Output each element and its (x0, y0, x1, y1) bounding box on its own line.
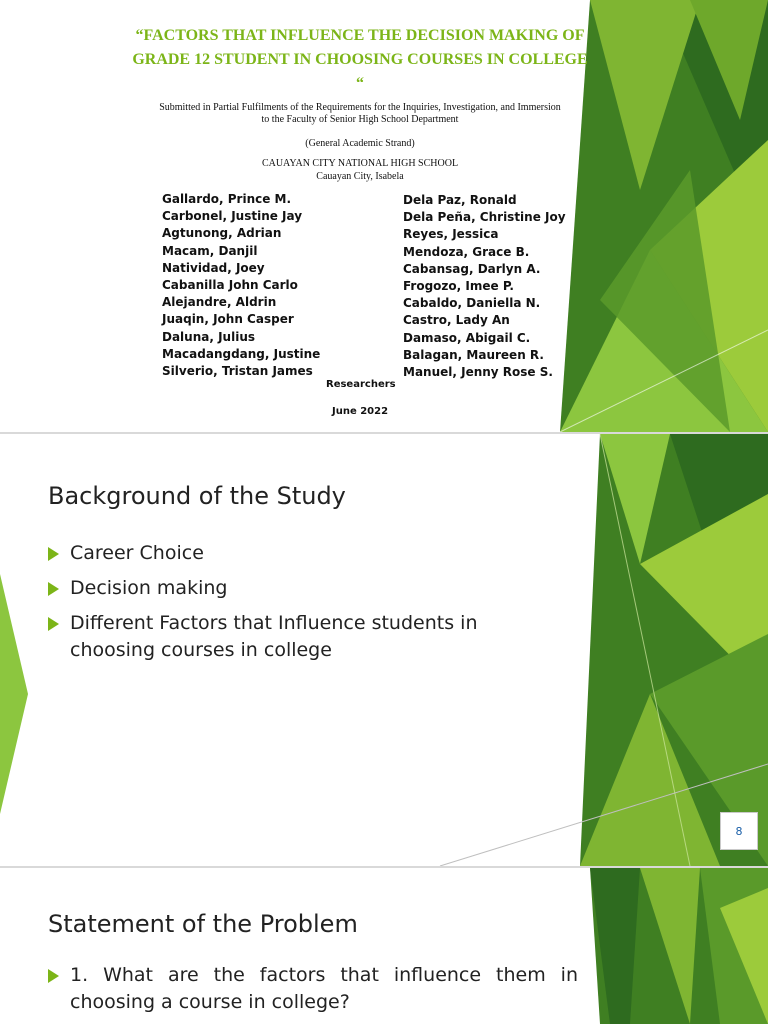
title-slide (0, 0, 768, 432)
school-name: CAUAYAN CITY NATIONAL HIGH SCHOOL (261, 158, 459, 169)
background-slide (0, 434, 768, 866)
bullet-list (48, 962, 578, 1024)
slide-heading: Statement of the Problem (48, 910, 358, 938)
researcher-name: Gallardo, Prince M. (162, 192, 292, 206)
researcher-name: Mendoza, Grace B. (403, 244, 530, 259)
researcher-name: Dela Peña, Christine Joy (403, 210, 566, 225)
researcher-name: Agtunong, Adrian (162, 226, 282, 241)
problem-slide (0, 868, 768, 1024)
submission-line-1: Submitted in Partial Fulfilments of the Requirements for the Inquiries, Investigation, and Immersion (159, 102, 561, 113)
researcher-name: Macam, Danjil (162, 243, 258, 258)
researcher-name: Balagan, Maureen R. (403, 347, 544, 362)
bullet-arrow-icon (48, 969, 59, 983)
researcher-name: Carbonel, Justine Jay (162, 209, 303, 224)
slide-heading: Background of the Study (48, 482, 346, 510)
researcher-name: Damaso, Abigail C. (403, 330, 531, 345)
strand-label: (General Academic Strand) (305, 138, 415, 149)
researcher-list-right (403, 192, 566, 381)
researcher-name: Daluna, Julius (162, 329, 256, 344)
thesis-title: “FACTORS THAT INFLUENCE THE DECISION MAKING OF GRADE 12 STUDENT IN CHOOSING COURSES IN COLLEGE “ (132, 27, 588, 92)
bullet-item: Career Choice (48, 540, 518, 567)
bullet-list (48, 540, 518, 672)
researcher-name: Cabanilla John Carlo (162, 278, 298, 293)
bullet-arrow-icon (48, 547, 59, 561)
school-location: Cauayan City, Isabela (316, 171, 404, 182)
researcher-name: Reyes, Jessica (403, 227, 499, 242)
submission-date: June 2022 (332, 406, 389, 417)
bullet-arrow-icon (48, 617, 59, 631)
researcher-list-left (162, 191, 320, 380)
researcher-name: Manuel, Jenny Rose S. (403, 365, 553, 380)
submission-line-2: to the Faculty of Senior High School Department (261, 114, 459, 125)
researcher-name: Macadangdang, Justine (162, 346, 321, 361)
researcher-name: Alejandre, Aldrin (162, 295, 277, 310)
bullet-item: Different Factors that Influence students in choosing courses in college (48, 610, 518, 664)
researcher-name: Cabaldo, Daniella N. (403, 296, 541, 311)
researcher-name: Natividad, Joey (162, 260, 265, 275)
page-number-badge: 8 (720, 812, 758, 850)
researcher-name: Cabansag, Darlyn A. (403, 261, 541, 276)
researchers-label: Researchers (326, 379, 396, 390)
bullet-item: Decision making (48, 575, 518, 602)
researcher-name: Dela Paz, Ronald (403, 193, 517, 207)
researcher-name: Frogozo, Imee P. (403, 279, 514, 294)
bullet-item: 1. What are the factors that influence them in choosing a course in college? (48, 962, 578, 1016)
researcher-name: Silverio, Tristan James (162, 364, 313, 379)
researcher-name: Castro, Lady An (403, 313, 510, 328)
researcher-name: Juaqin, John Casper (162, 312, 294, 327)
bullet-arrow-icon (48, 582, 59, 596)
